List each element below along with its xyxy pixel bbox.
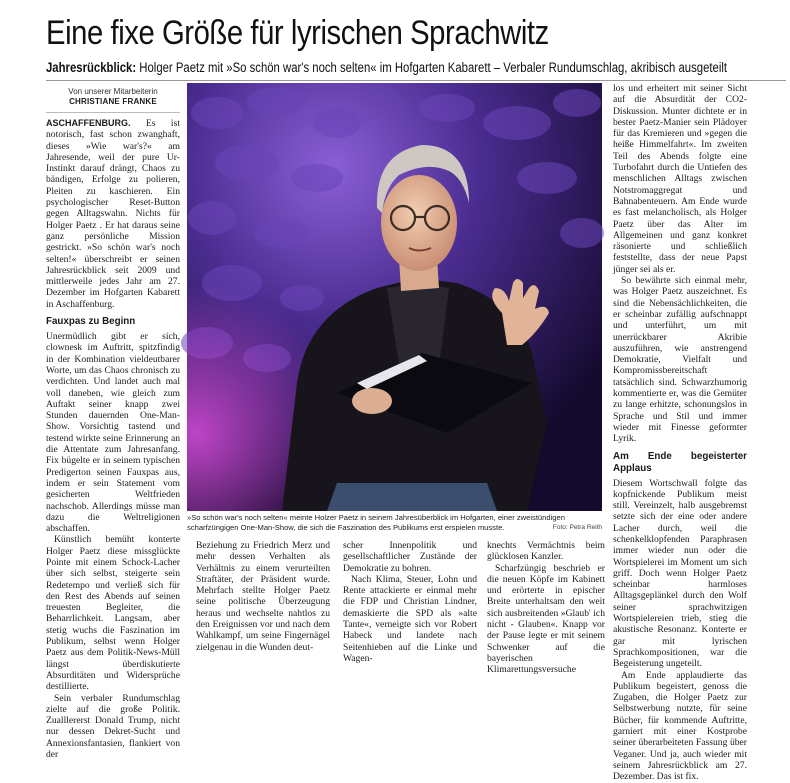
subheadline [46,60,768,75]
caption-text: »So schön war's noch selten« meinte Holzer Paetz in seinem Jahresüberblick im Hofgarten, einer zweistündigen scharfzüngigen One-Man-Show, die sich die Faszination des Publikums erst erspielen musste. [187,513,565,532]
paragraph: Unermüdlich gibt er sich, clownesk im Auftritt, spitzfindig in der Kombination vieldeutbarer Worte, um das Chaos chronisch zu verdichten. Und landet auch mal voll daneben, wie gleich zum Auftakt seiner knapp zwei Stunden dauernden One-Man-Show. Vorsichtig tastend und testend wirkte seine Erinnerung an die Attentate zum Jahresanfang. Fix bügelte er in seinem typischen Predigerton seinen Fauxpas aus, indem er sein Statement vom gesicherten Weltfrieden nachschob. Allerdings müsse man dazu die Weltreligionen abschaffen. [46,331,180,535]
paragraph: So bewährte sich einmal mehr, was Holger Paetz auszeichnet. Es sind die Nebensächlichkeiten, die er scheinbar zufällig aufschnappt und unterführt, um mit unerrückbarer Akribie auszuführen, wie anstrengend Demokratie, Vielfalt und Kompromissbereitschaft tatsächlich sind. Schwarzhumorig kommentierte er, was die Gemüter zu lange erhitzte, schonungslos in Sprache und Stil und immer wieder mit Finesse geformter Lyrik. [613,275,747,445]
paragraph: Diesem Wortschwall folgte das kopfnickende Publikum meist still. Vereinzelt, halb ausgebremst setzte sich der eine oder andere Lacher durch, weil die schenkelklopfenden Paraphrasen immer wieder nun oder die Wortspielerei im Moment um sich griff. Doch wenn Holger Paetz scheinbar harmloses Alltagsgeplänkel durch den Wolf seiner sprachwitzigen Wortspielereien trieb, stieg die akustische Resonanz. Konterte er gar mit lyrischen Sprachkompositionen, war die Begeisterung ungeteilt. [613,477,747,670]
subheading-fauxpas: Fauxpas zu Beginn [46,316,136,328]
paragraph: los und erheitert mit seiner Sicht auf die Absurdität der CO2-Diskussion. Munter dichtete er in bester Paetz-Manier sein Plädoyer für das Kremieren und »gegen die heiße Himmelfahrt«. Im zweiten Teil des Abends folgte eine Turbofahrt durch die Untiefen des menschlichen Alltags zwischen Notstromaggregat und Bahnabenteuern. Am Ende wurde es fast melancholisch, als Holger Paetz über das Alter im Allgemeinen und ganz konkret räsonierte und schließlich feststellte, dass der neue Papst jünger sei als er. [613,83,747,275]
text-column-4 [487,540,605,676]
paragraph: Künstlich bemüht konterte Holger Paetz diese missglückte Pointe mit einem Schock-Lacher über sich selbst, steigerte sein Redetempo und verließ sich für den Rest des Abends auf seinen treuesten Begleiter, die Beharrlichkeit. Langsam, aber stetig wuchs die Faszination im Publikum, selbst wenn Holger Paetz aus dem Politik-News-Müll längst überdiskutierte Absurditäten und Widersprüche destillierte. [46,534,180,693]
article-photo [187,83,602,511]
paragraph: Scharfzüngig beschrieb er die neuen Köpfe im Kabinett und erörterte in epischer Breite unterhaltsam den weit sich ausbreitenden »Glaub' ich nicht - Glauben«. Knapp vor der Pause legte er mit seinem Schwenker auf die bayerischen Klimarettungsversuche [487,562,605,676]
text-column-2 [196,540,330,656]
paragraph: knechts Vermächtnis beim glücklosen Kanzler. [487,540,605,563]
dateline: ASCHAFFENBURG. [46,118,131,128]
paragraph: Nach Klima, Steuer, Lohn und Rente attackierte er einmal mehr die FDP und Christian Lindner, demaskierte die SPD als »alte Tante«, verneigte sich vor Robert Habeck und landete nach Seitenhieben auf die Linke und Wagen- [343,573,477,664]
text-column-1 [46,118,180,761]
photo-caption [187,513,602,532]
text-column-3 [343,540,477,664]
byline [46,87,180,107]
subheadline-kicker: Jahresrückblick: [46,60,137,75]
byline-rule [46,112,180,113]
header-rule [46,80,786,81]
photo-credit: Foto: Petra Reith [552,523,602,531]
byline-pre: Von unserer Mitarbeiterin [68,87,158,96]
paragraph: Am Ende applaudierte das Publikum begeistert, genoss die Zugaben, die Holger Paetz zur Selbstwerbung nutzte, für seine Bücher, für kommende Auftritte, garniert mit einer Kostprobe seiner überarbeiteten Fassung über Veganer. Und ja, auch wieder mit seinem Jahresrückblick am 27. Dezember. Das ist fix. [613,669,747,783]
byline-author: CHRISTIANE FRANKE [69,97,157,106]
subheading-applaus: Am Ende begeisterter Applaus [613,450,747,474]
paragraph: Sein verbaler Rundumschlag zielte auf die große Politik. Zualllererst Donald Trump, nicht nur dessen Dekret-Sucht und Annexionsfantasien, flankiert von der [46,692,180,761]
paragraph [46,118,180,310]
paragraph-text: Es ist notorisch, fast schon zwanghaft, dieses »Wie war's?« am Jahresende, weil der pure Ur-Instinkt darauf drängt, Chaos zu bändigen, Erfolge zu polieren, Pleiten zu kaschieren. Ein psychologischer Reset-Button gegen Alltagswahn. Nichts für Holger Paetz . Er hat daraus seine ganz persönliche Mission gestrickt. »So schön war's noch selten!« überschreibt er seinen Jahresrückblick seit 2009 und mittlerweile jedes Jahr am 27. Dezember im Hofgarten Kabarett in Aschaffenburg. [46,118,180,310]
paragraph: Beziehung zu Friedrich Merz und mehr dessen Verhalten als Verhältnis zu einem verurteilten Straftäter, der Präsident wurde. Mehrfach stellte Holger Paetz seine politische Überzeugung heraus und wechselte nahtlos zu den Ereignissen vor und nach dem Wahlkampf, um seine Fingernägel zielgenau in die Wunden deut- [196,540,330,653]
headline: Eine fixe Größe für lyrischen Sprachwitz [46,14,549,52]
subheadline-text: Holger Paetz mit »So schön war's noch selten« im Hofgarten Kabarett – Verbaler Rundumschlag, akribisch ausgeteilt [139,60,728,75]
text-column-5 [613,83,747,783]
paragraph: scher Innenpolitik und gesellschaftlicher Zustände der Demokratie zu bohren. [343,540,477,574]
